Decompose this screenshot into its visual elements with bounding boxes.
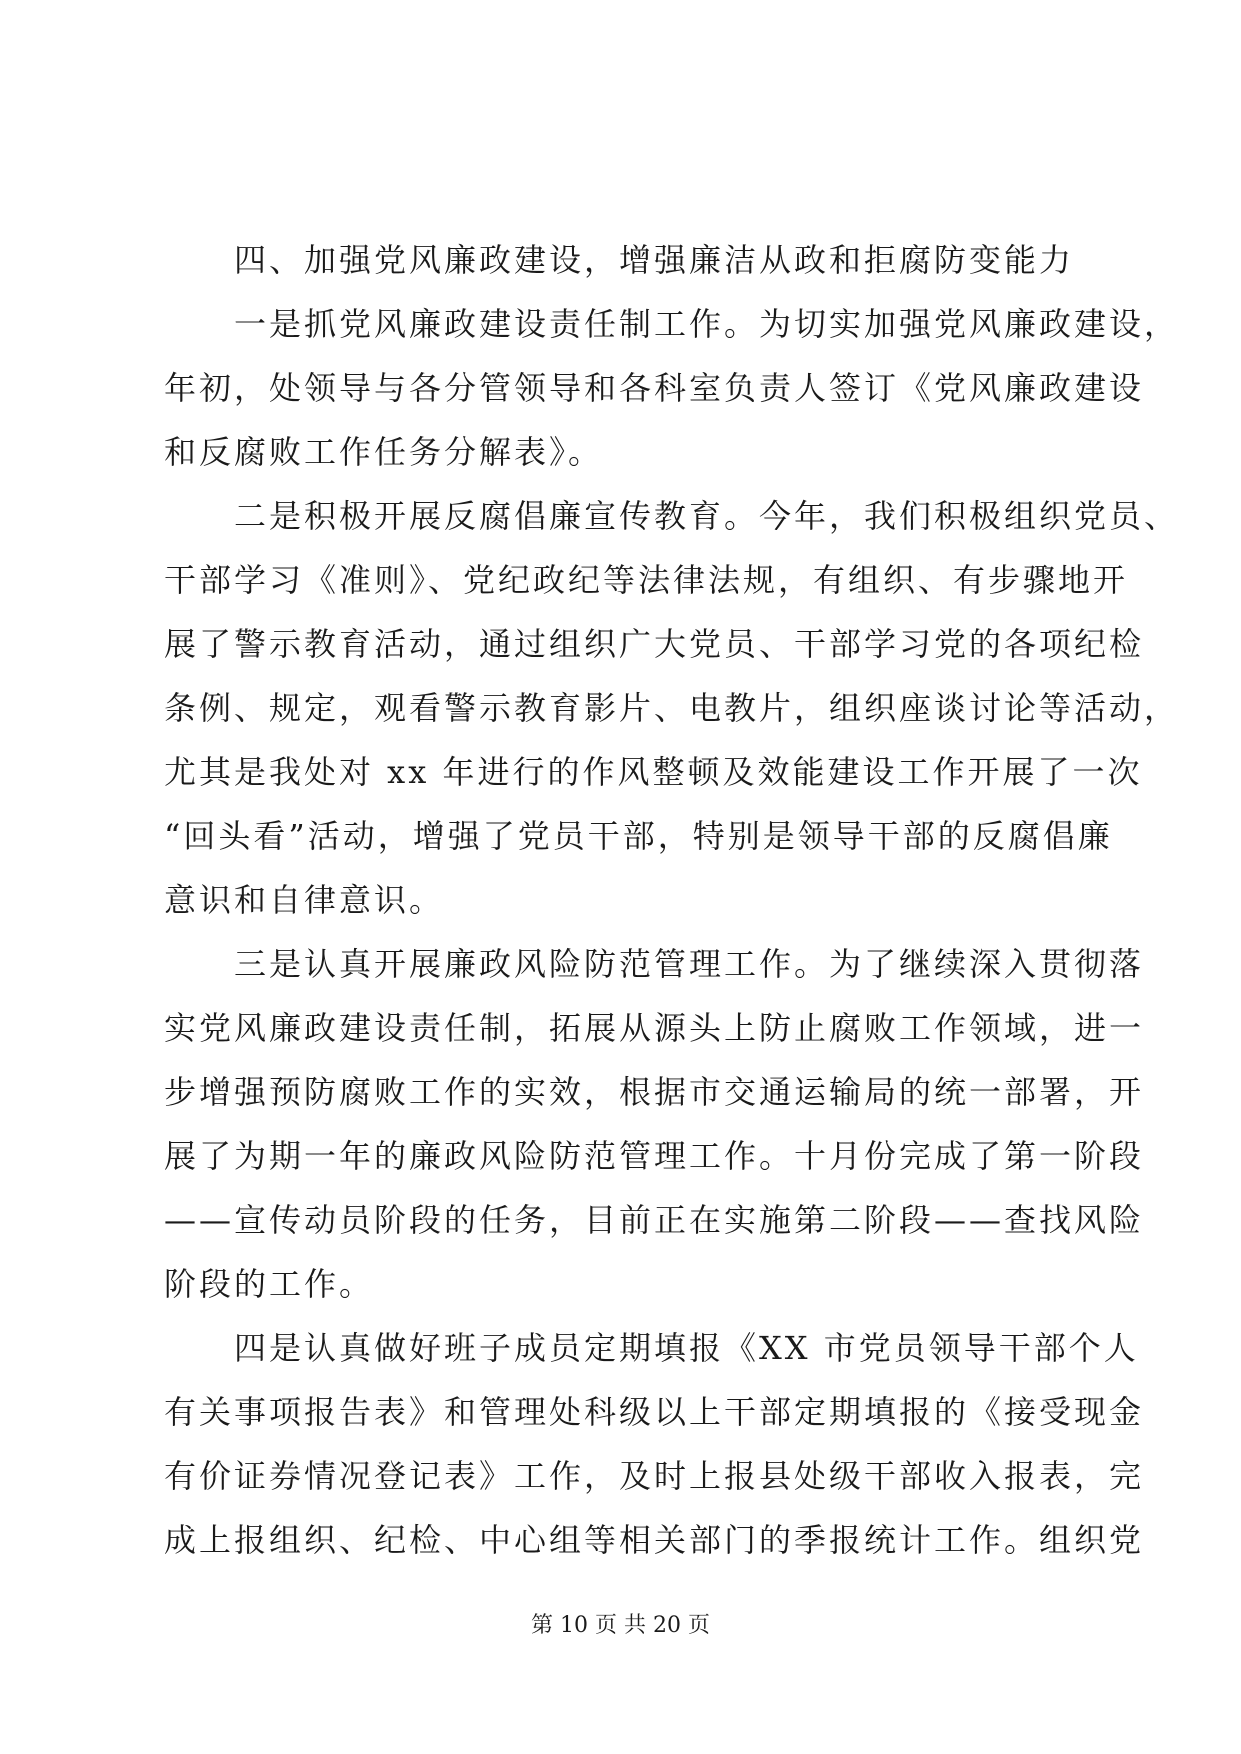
- paragraph-line: 四是认真做好班子成员定期填报《XX 市党员领导干部个人: [234, 1329, 1139, 1367]
- paragraph-line: 干部学习《准则》、党纪政纪等法律法规，有组织、有步骤地开: [164, 561, 1129, 599]
- paragraph-line: 成上报组织、纪检、中心组等相关部门的季报统计工作。组织党: [164, 1521, 1145, 1559]
- paragraph-line: 二是积极开展反腐倡廉宣传教育。今年，我们积极组织党员、: [234, 497, 1180, 535]
- paragraph-line: 条例、规定，观看警示教育影片、电教片，组织座谈讨论等活动，: [164, 689, 1180, 727]
- paragraph-line: 步增强预防腐败工作的实效，根据市交通运输局的统一部署，开: [164, 1073, 1145, 1111]
- paragraph-line: 和反腐败工作任务分解表》。: [164, 433, 604, 471]
- paragraph-line: 意识和自律意识。: [164, 881, 445, 919]
- paragraph-line: 有关事项报告表》和管理处科级以上干部定期填报的《接受现金: [164, 1393, 1145, 1431]
- page-number-footer: 第 10 页 共 20 页: [531, 1613, 710, 1638]
- document-body: [164, 228, 1180, 1572]
- paragraph-line: 阶段的工作。: [164, 1265, 375, 1303]
- paragraph-line: 年初，处领导与各分管领导和各科室负责人签订《党风廉政建设: [164, 369, 1145, 407]
- section-heading: 四、加强党风廉政建设，增强廉洁从政和拒腐防变能力: [234, 241, 1075, 279]
- paragraph-line: 有价证券情况登记表》工作，及时上报县处级干部收入报表，完: [164, 1457, 1145, 1495]
- paragraph-line: “回头看”活动，增强了党员干部，特别是领导干部的反腐倡廉: [164, 817, 1113, 855]
- paragraph-line: 尤其是我处对 xx 年进行的作风整顿及效能建设工作开展了一次: [164, 753, 1143, 791]
- paragraph-line: 三是认真开展廉政风险防范管理工作。为了继续深入贯彻落: [234, 945, 1145, 983]
- paragraph-line: 实党风廉政建设责任制，拓展从源头上防止腐败工作领域，进一: [164, 1009, 1145, 1047]
- paragraph-line: 展了为期一年的廉政风险防范管理工作。十月份完成了第一阶段: [164, 1137, 1145, 1175]
- paragraph-line: ——宣传动员阶段的任务，目前正在实施第二阶段——查找风险: [164, 1201, 1145, 1239]
- paragraph-line: 一是抓党风廉政建设责任制工作。为切实加强党风廉政建设，: [234, 305, 1180, 343]
- paragraph-line: 展了警示教育活动，通过组织广大党员、干部学习党的各项纪检: [164, 625, 1145, 663]
